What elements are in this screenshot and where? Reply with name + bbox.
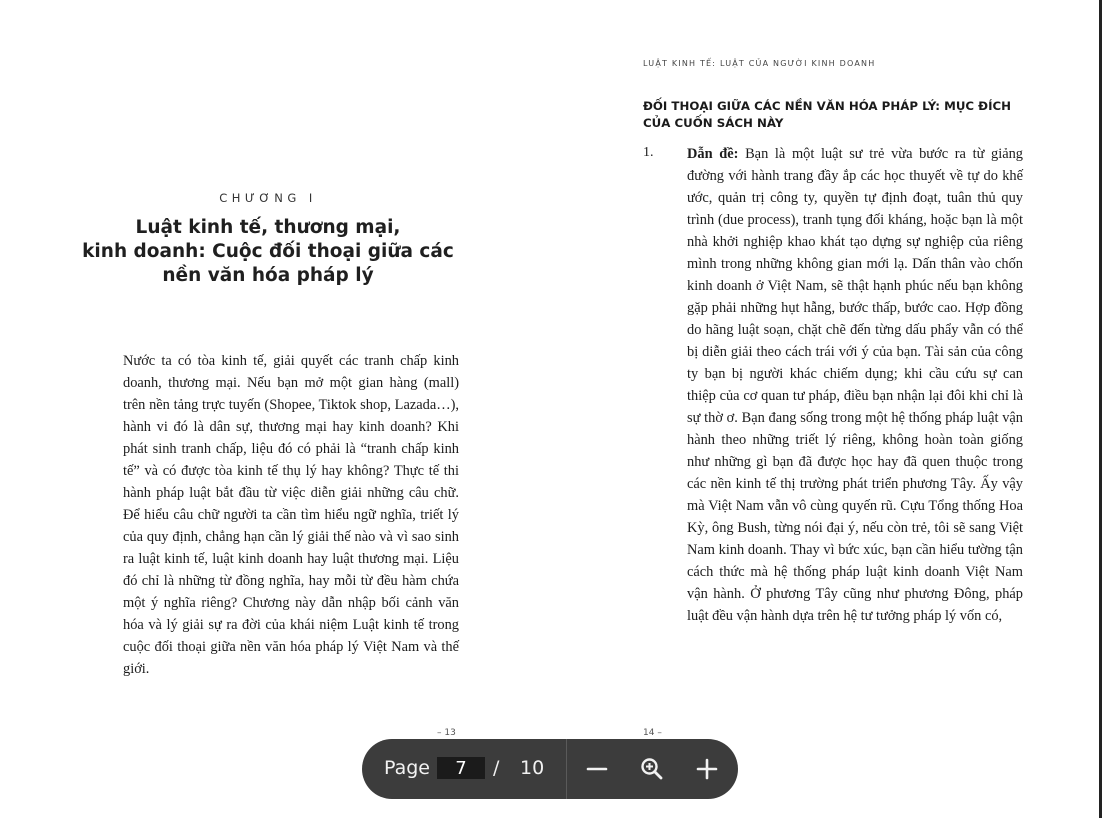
- page-label: Page: [384, 757, 430, 779]
- section-title-line: ĐỐI THOẠI GIỮA CÁC NỀN VĂN HÓA PHÁP LÝ: MỤC ĐÍCH: [643, 99, 1011, 113]
- right-page: [551, 0, 1099, 818]
- running-header: LUẬT KINH TẾ: LUẬT CỦA NGƯỜI KINH DOANH: [643, 59, 876, 68]
- zoom-button[interactable]: [636, 754, 668, 784]
- minus-icon: [585, 757, 609, 781]
- chapter-title-line: nền văn hóa pháp lý: [162, 265, 374, 286]
- zoom-out-button[interactable]: [581, 754, 613, 784]
- page-number-right: 14 –: [643, 728, 662, 738]
- section-title: [643, 98, 1033, 132]
- list-number: 1.: [643, 145, 654, 160]
- paragraph-body: Bạn là một luật sư trẻ vừa bước ra từ giảng đường với hành trang đầy ắp các học thuyết về tự do khế ước, quản trị công ty, quyền tự định đoạt, tuân thủ quy trình (due process), tranh tụng đối kháng, hoặc bạn là một nhà khởi nghiệp khao khát tạo dựng sự nghiệp của riêng mình trong những không gian mới lạ. Dấn thân vào chốn kinh doanh ở Việt Nam, sẽ thật hạnh phúc nếu bạn không gặp phải những hụt hẫng, bước thấp, bước cao. Hợp đồng do hãng luật soạn, chặt chẽ đến từng dấu phẩy vẫn có thể bị diễn giải theo cách trái với ý của bạn. Tài sản của công ty bạn bị người khác chiếm dụng; khi cầu cứu sự can thiệp của cơ quan tư pháp, điều bạn nhận lại đôi khi chỉ là sự thờ ơ. Bạn đang sống trong một hệ thống pháp luật vận hành theo những triết lý riêng, không hoàn toàn giống như những gì bạn đã được học hay đã quen thuộc trong các nền kinh tế thị trường phát triển phương Tây. Ấy vậy mà Việt Nam vẫn vô cùng quyến rũ. Cựu Tổng thống Hoa Kỳ, ông Bush, từng nói đại ý, nếu còn trẻ, tôi sẽ sang Việt Nam kinh doanh. Thay vì bức xúc, bạn cần hiểu tường tận cách thức mà hệ thống pháp luật kinh doanh Việt Nam vận hành. Ở phương Tây cũng như phương Đông, pháp luật đều vận hành dựa trên hệ tư tưởng pháp lý vốn có,: [687, 146, 1024, 624]
- section-paragraph: [687, 143, 1023, 627]
- zoom-magnifier-icon: [639, 756, 665, 782]
- chapter-intro-paragraph: Nước ta có tòa kinh tế, giải quyết các tranh chấp kinh doanh, thương mại. Nếu bạn mở một gian hàng (mall) trên nền tảng trực tuyến (Shopee, Tiktok shop, Lazada…), hành vi đó là dân sự, thương mại hay kinh doanh? Khi phát sinh tranh chấp, liệu đó có phải là “tranh chấp kinh tế” và có được tòa kinh tế thụ lý hay không? Thực tế thi hành pháp luật bắt đầu từ việc diễn giải những câu chữ. Để hiểu câu chữ người ta cần tìm hiểu ngữ nghĩa, triết lý của quy định, chẳng hạn cần lý giải thế nào và vì sao sinh ra luật kinh tế, luật kinh doanh hay luật thương mại. Liệu đó chỉ là những từ đồng nghĩa, hay mỗi từ đều hàm chứa một ý nghĩa riêng? Chương này dẫn nhập bối cảnh văn hóa và lý giải sự ra đời của khái niệm Luật kinh tế trong cuộc đối thoại giữa nền văn hóa pháp lý Việt Nam và thế giới.: [123, 353, 459, 677]
- paragraph-lead: Dẫn đề:: [687, 146, 739, 162]
- chapter-label: CHƯƠNG I: [219, 191, 317, 205]
- chapter-title-line: kinh doanh: Cuộc đối thoại giữa các: [82, 241, 454, 262]
- total-pages: 10: [520, 757, 545, 779]
- chapter-title-line: Luật kinh tế, thương mại,: [135, 217, 401, 238]
- zoom-in-button[interactable]: [691, 754, 723, 784]
- page-navigation-toolbar: [362, 739, 738, 799]
- chapter-title: [60, 216, 476, 288]
- toolbar-divider: [566, 739, 567, 799]
- section-title-line: CỦA CUỐN SÁCH NÀY: [643, 116, 784, 130]
- page-separator: /: [493, 757, 500, 779]
- page-number-left: – 13: [437, 728, 456, 738]
- page-number-input[interactable]: [437, 757, 485, 779]
- plus-icon: [695, 757, 719, 781]
